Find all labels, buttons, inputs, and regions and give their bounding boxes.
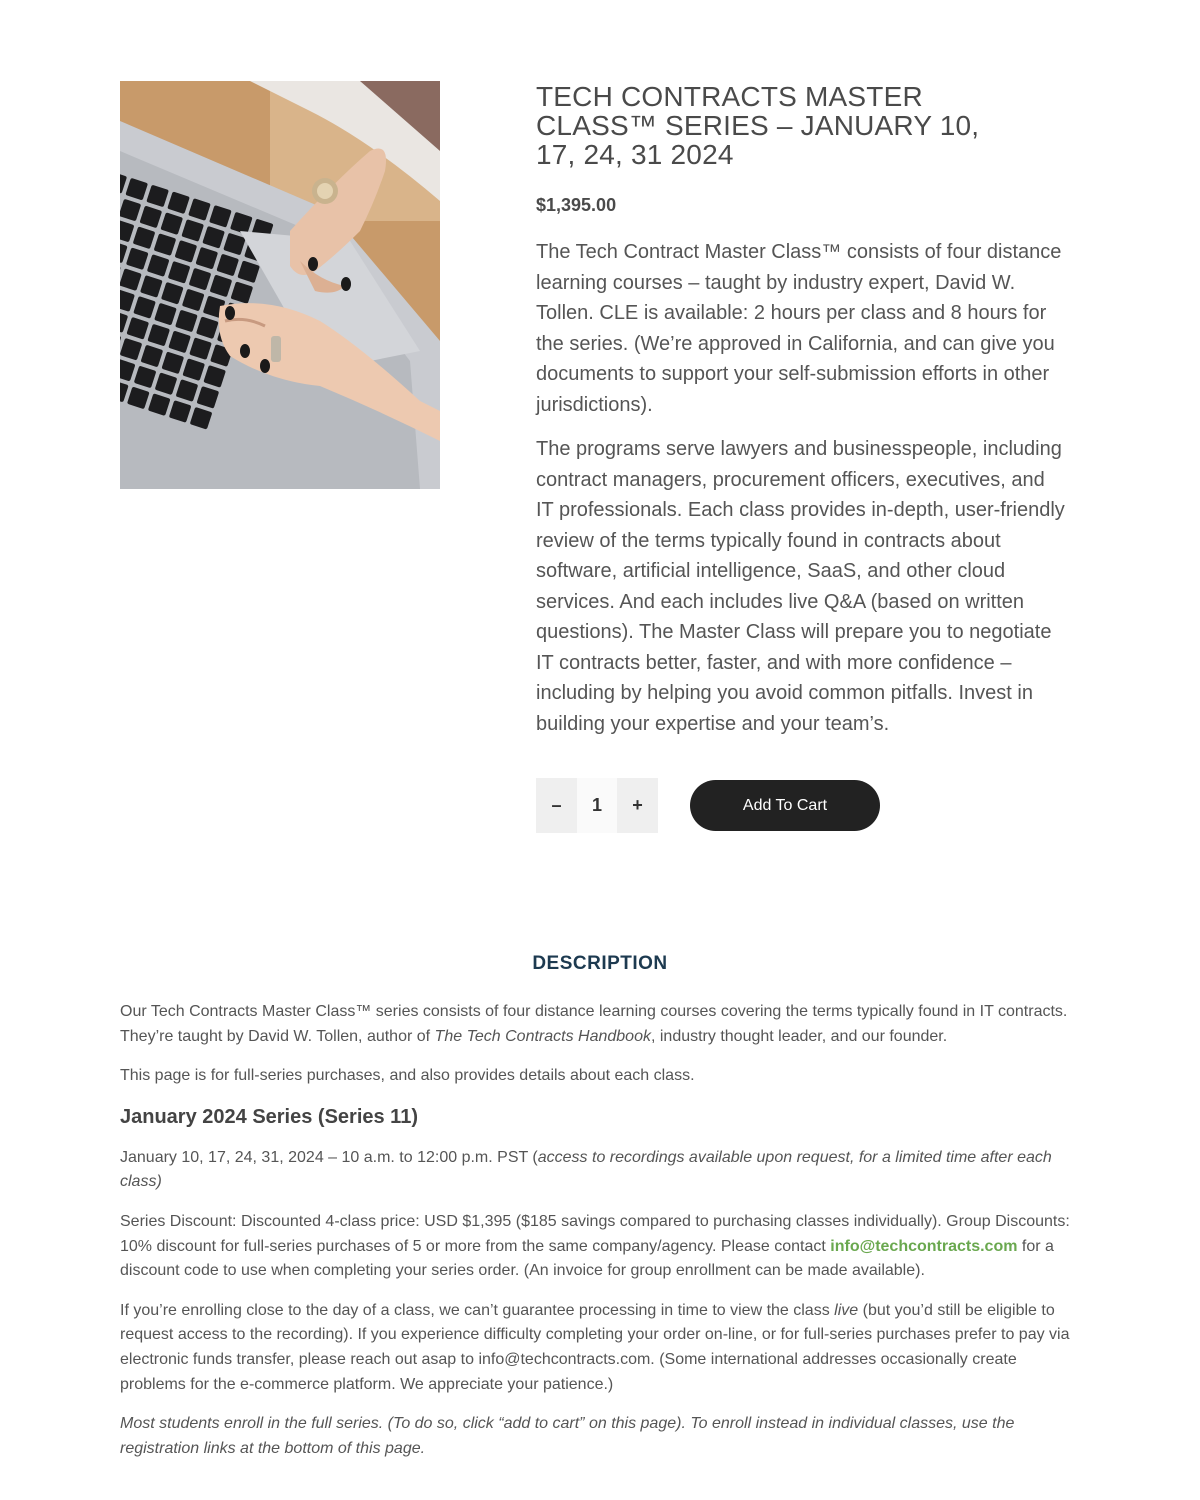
book-title: The Tech Contracts Handbook	[434, 1027, 651, 1045]
enroll-text-end: (but you’d still be eligible to request access to the recording). If you experience difficulty completing your order on-line, or for full-series purchases prefer to pay via electronic funds transfer, please reach out asap to info@techcontracts.com. (Some international addresses occasionally create problems for the e-commerce platform. We appreciate your patience.)	[120, 1301, 1070, 1393]
product-title: TECH CONTRACTS MASTER CLASS™ SERIES – JANUARY 10, 17, 24, 31 2024	[536, 81, 980, 170]
quantity-input[interactable]	[577, 778, 617, 833]
product-excerpt	[536, 237, 1066, 739]
schedule	[120, 1146, 1080, 1195]
enroll-text: If you’re enrolling close to the day of a class, we can’t guarantee processing in time to view the class	[120, 1301, 835, 1319]
excerpt-paragraph: The Tech Contract Master Class™ consists of four distance learning courses – taught by industry expert, David W. Tollen. CLE is available: 2 hours per class and 8 hours for the series. (We’re approved in California, and can give you documents to support your self-submission efforts in other jurisdictions).	[536, 241, 1062, 416]
product-summary	[536, 82, 1066, 739]
contact-email-link[interactable]: info@techcontracts.com	[830, 1237, 1018, 1255]
product-price: $1,395.00	[536, 195, 617, 215]
purchase-note: This page is for full-series purchases, and also provides details about each class.	[120, 1067, 695, 1085]
discount-text-end: for a discount code to use when completing your series order. (An invoice for group enrollment can be made available).	[120, 1237, 1054, 1280]
discount-text: Series Discount: Discounted 4-class price: USD $1,395 ($185 savings compared to purchasing classes individually). Group Discounts: 10% discount for full-series purchases of 5 or more from the same company/agency. Please contact	[120, 1212, 1070, 1255]
closing-note-text: Most students enroll in the full series. (To do so, click “add to cart” on this page). To enroll instead in individual classes, use the registration links at the bottom of this page.	[120, 1415, 1015, 1457]
live-emphasis: live	[834, 1301, 859, 1319]
product-image[interactable]	[120, 81, 440, 489]
laptop-hands-photo	[120, 81, 440, 489]
add-to-cart-form	[536, 778, 880, 833]
closing-note	[120, 1412, 1080, 1461]
add-to-cart-button[interactable]: Add To Cart	[690, 780, 880, 831]
description-body	[120, 1000, 1080, 1476]
intro-text: Our Tech Contracts Master Class™ series consists of four distance learning courses covering the terms typically found in IT contracts. They’re taught by David W. Tollen, author of	[120, 1003, 1068, 1045]
description-intro	[120, 1000, 1080, 1049]
discount-info	[120, 1210, 1080, 1284]
schedule-text: January 10, 17, 24, 31, 2024 – 10 a.m. to 12:00 p.m. PST (	[120, 1148, 538, 1166]
description-heading: DESCRIPTION	[532, 953, 668, 974]
intro-text-end: , industry thought leader, and our founder.	[650, 1027, 948, 1045]
quantity-increase-button[interactable]: +	[617, 778, 658, 833]
quantity-stepper	[536, 778, 658, 833]
series-heading: January 2024 Series (Series 11)	[120, 1105, 418, 1128]
excerpt-paragraph: The programs serve lawyers and businesspeople, including contract managers, procurement officers, executives, and IT professionals. Each class provides in-depth, user-friendly review of the terms typically found in contracts about software, artificial intelligence, SaaS, and other cloud services. And each includes live Q&A (based on written questions). The Master Class will prepare you to negotiate IT contracts better, faster, and with more confidence – including by helping you avoid common pitfalls. Invest in building your expertise and your team’s.	[536, 438, 1065, 735]
enrollment-info	[120, 1299, 1080, 1397]
schedule-note: access to recordings available upon request, for a limited time after each class)	[120, 1148, 1052, 1191]
quantity-decrease-button[interactable]: –	[536, 778, 577, 833]
